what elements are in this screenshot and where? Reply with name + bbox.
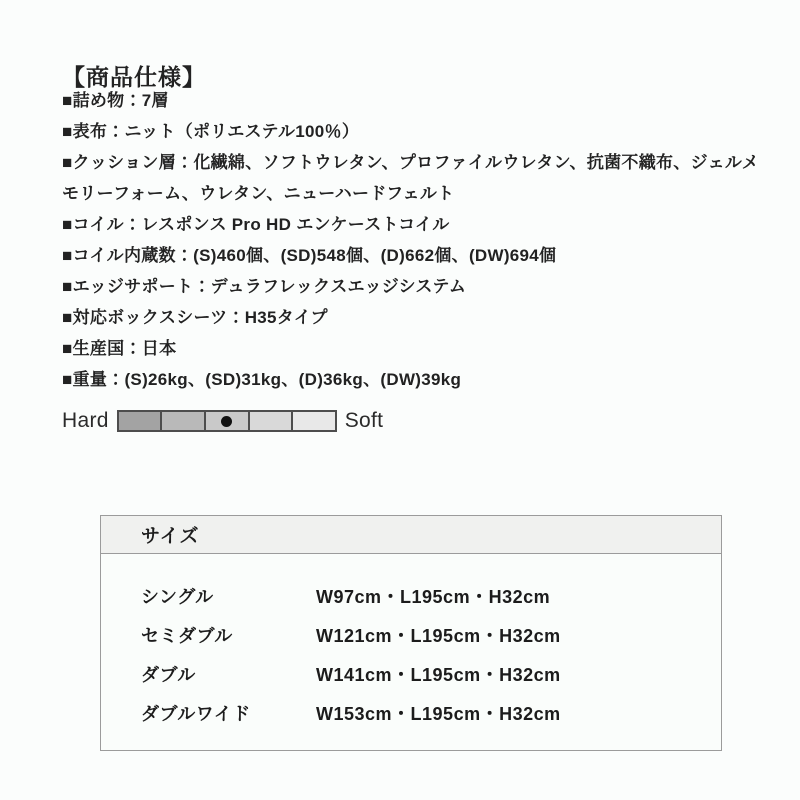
spec-line: ■対応ボックスシーツ：H35タイプ: [62, 308, 328, 327]
size-name: セミダブル: [141, 625, 233, 646]
size-table-row: [101, 615, 721, 654]
firmness-scale: [62, 409, 383, 433]
firmness-cell: [119, 412, 163, 430]
spec-line: ■エッジサポート：デュラフレックスエッジシステム: [62, 277, 467, 296]
spec-line: ■コイル内蔵数：(S)460個、(SD)548個、(D)662個、(DW)694個: [62, 246, 557, 265]
size-table: [100, 515, 722, 751]
size-name: ダブル: [141, 664, 196, 685]
spec-line: ■生産国：日本: [62, 339, 177, 358]
firmness-indicator-dot: [221, 416, 232, 427]
firmness-soft-label: Soft: [344, 409, 384, 432]
size-dimensions: W153cm・L195cm・H32cm: [316, 703, 561, 724]
spec-line: ■詰め物：7層: [62, 91, 169, 110]
page-title: 【商品仕様】: [62, 64, 206, 91]
spec-list: [62, 85, 768, 395]
spec-line: ■重量：(S)26kg、(SD)31kg、(D)36kg、(DW)39kg: [62, 370, 462, 389]
size-dimensions: W121cm・L195cm・H32cm: [316, 625, 561, 646]
firmness-cell: [293, 412, 335, 430]
spec-line: ■コイル：レスポンス Pro HD エンケーストコイル: [62, 215, 450, 234]
firmness-hard-label: Hard: [62, 409, 109, 432]
size-table-row: [101, 693, 721, 732]
size-name: シングル: [141, 586, 214, 607]
size-name: ダブルワイド: [141, 703, 251, 724]
firmness-cell: [162, 412, 206, 430]
size-dimensions: W141cm・L195cm・H32cm: [316, 664, 561, 685]
size-table-row: [101, 654, 721, 693]
size-dimensions: W97cm・L195cm・H32cm: [316, 586, 551, 607]
firmness-cell: [206, 412, 250, 430]
firmness-bar: [117, 410, 337, 432]
size-table-header: サイズ: [101, 516, 721, 554]
size-table-row: [101, 576, 721, 615]
spec-line: ■クッション層：化繊綿、ソフトウレタン、プロファイルウレタン、抗菌不織布、ジェルメモリーフォーム、ウレタン、ニューハードフェルト: [62, 153, 759, 203]
spec-line: ■表布：ニット（ポリエステル100％）: [62, 122, 360, 141]
firmness-cell: [250, 412, 294, 430]
size-table-body: [101, 554, 721, 750]
